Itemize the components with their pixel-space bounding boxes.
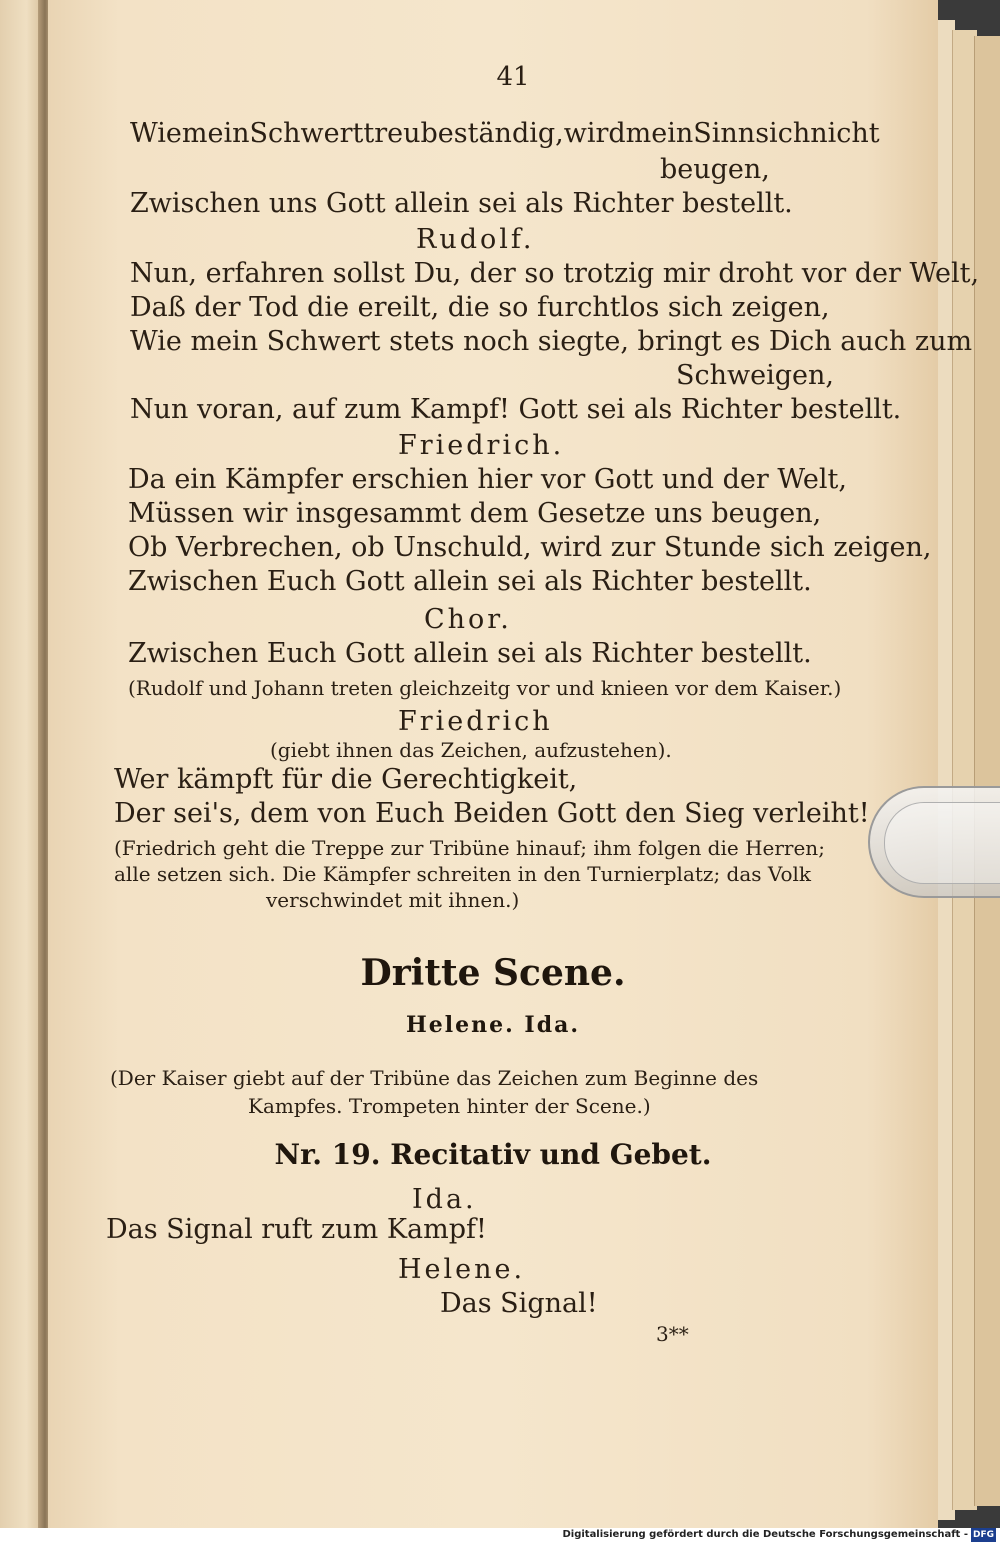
verse-line: Ob Verbrechen, ob Unschuld, wird zur Stunde sich zeigen, (128, 532, 932, 563)
verse-line: Das Signal ruft zum Kampf! (106, 1214, 487, 1245)
speaker-name: Friedrich (398, 706, 553, 737)
stage-direction: (Rudolf und Johann treten gleichzeitg vor und knieen vor dem Kaiser.) (128, 676, 842, 700)
dfg-logo: DFG (972, 1530, 994, 1540)
stage-direction: verschwindet mit ihnen.) (266, 888, 520, 912)
verse-line: Nun, erfahren sollst Du, der so trotzig mir droht vor der Welt, (130, 258, 980, 289)
stage-direction: Kampfes. Trompeten hinter der Scene.) (248, 1094, 651, 1118)
verse-line: Zwischen Euch Gott allein sei als Richter bestellt. (128, 566, 812, 597)
printer-signature: 3** (656, 1322, 689, 1346)
footer-bar (0, 1528, 1000, 1542)
page-stack-edge (974, 36, 1000, 1506)
verse-line: Daß der Tod die ereilt, die so furchtlos sich zeigen, (130, 292, 830, 323)
speaker-name: Helene. (398, 1254, 526, 1285)
stage-direction: alle setzen sich. Die Kämpfer schreiten in den Turnierplatz; das Volk (114, 862, 812, 886)
page-number: 41 (496, 62, 530, 92)
verse-line: Da ein Kämpfer erschien hier vor Gott und der Welt, (128, 464, 847, 495)
page-clip-inner (884, 802, 1000, 884)
speaker-name: Chor. (424, 604, 512, 635)
verse-line: Der sei's, dem von Euch Beiden Gott den Sieg verleiht! (114, 798, 870, 829)
verse-line-continuation: Schweigen, (676, 360, 834, 391)
stage-direction: (Der Kaiser giebt auf der Tribüne das Zeichen zum Beginne des (110, 1066, 759, 1090)
scene-characters: Helene. Ida. (405, 1012, 581, 1038)
speaker-name: Rudolf. (416, 224, 535, 255)
verse-line: Wie mein Schwert stets noch siegte, bringt es Dich auch zum (130, 326, 973, 357)
number-title: Nr. 19. Recitativ und Gebet. (274, 1138, 712, 1171)
speaker-name: Friedrich. (398, 430, 565, 461)
verse-line: Das Signal! (440, 1288, 598, 1319)
verse-line: Müssen wir insgesammt dem Gesetze uns beugen, (128, 498, 822, 529)
funding-text: Digitalisierung gefördert durch die Deutsche Forschungsgemeinschaft - (562, 1529, 968, 1540)
funding-notice (562, 1528, 996, 1542)
book-page (48, 0, 980, 1528)
stage-direction: (giebt ihnen das Zeichen, aufzustehen). (270, 738, 672, 762)
speaker-name: Ida. (412, 1184, 477, 1215)
verse-line: Zwischen Euch Gott allein sei als Richter bestellt. (128, 638, 812, 669)
verse-line: Zwischen uns Gott allein sei als Richter bestellt. (130, 188, 793, 219)
scene-title: Dritte Scene. (360, 952, 626, 994)
verse-line: Nun voran, auf zum Kampf! Gott sei als Richter bestellt. (130, 394, 902, 425)
verse-line-continuation: beugen, (660, 154, 770, 185)
page-clip (868, 786, 1000, 898)
verse-line: Wie mein Schwert treu beständig, wird mein Sinn sich nicht (130, 118, 880, 149)
verse-line: Wer kämpft für die Gerechtigkeit, (114, 764, 578, 795)
stage-direction: (Friedrich geht die Treppe zur Tribüne hinauf; ihm folgen die Herren; (114, 836, 825, 860)
